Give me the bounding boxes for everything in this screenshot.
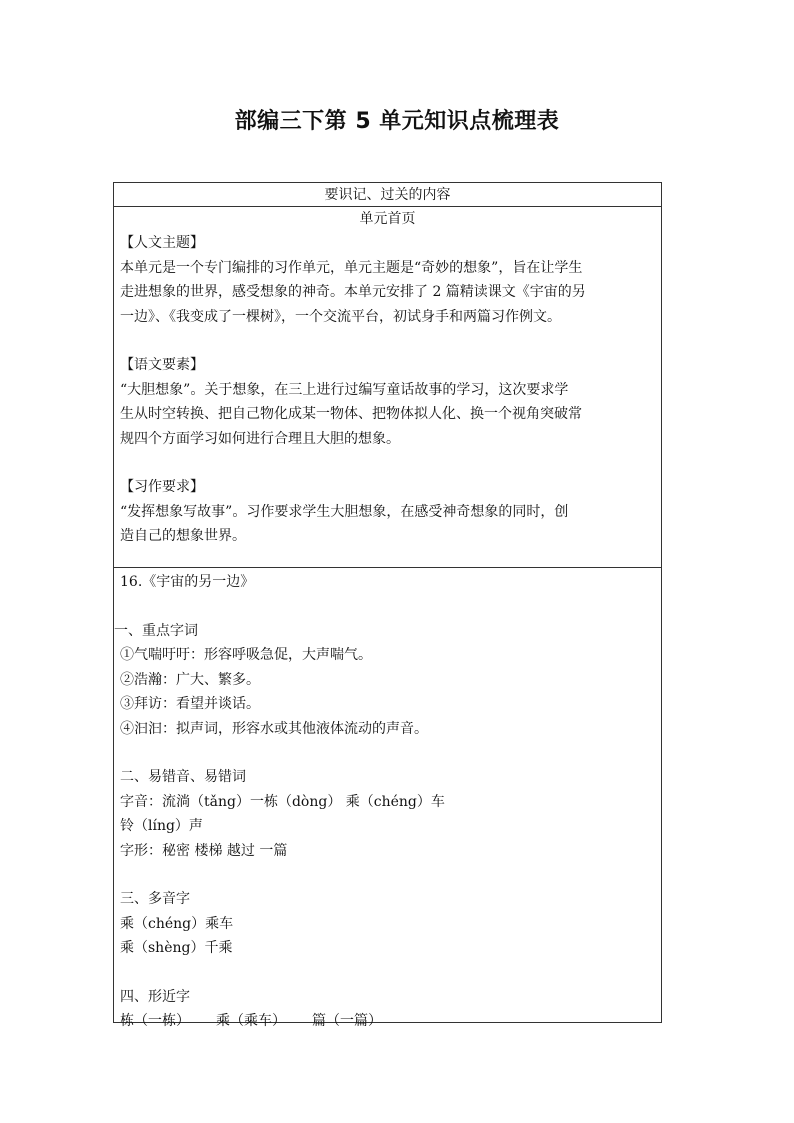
page-title: 部编三下第 5 单元知识点梳理表 [234,109,560,134]
word-item: ④汩汩：拟声词，形容水或其他液体流动的声音。 [120,720,428,737]
similar-chars-line [114,1009,661,1034]
lesson-cell [114,570,661,1034]
similar-char-item: 乘（乘车） [216,1013,286,1029]
word-item: ②浩瀚：广大、繁多。 [120,671,260,688]
theme-label: 【人文主题】 [120,235,204,251]
writing-label: 【习作要求】 [120,479,204,495]
section-heading: 一、重点字词 [114,622,198,639]
table-header: 要识记、过关的内容 [114,183,661,207]
pronunciation-line: 字音：流淌（tǎng）一栋（dòng） 乘（chéng）车 [120,793,445,810]
unit-overview-cell [114,207,661,568]
shape-line: 字形：秘密 楼梯 越过 一篇 [120,842,288,859]
writing-text-line: “发挥想象写故事”。习作要求学生大胆想象，在感受神奇想象的同时，创 [120,503,569,520]
similar-char-item: 篇（一篇） [312,1013,382,1029]
section-heading: 三、多音字 [120,891,190,907]
elements-text-line: 规四个方面学习如何进行合理且大胆的想象。 [120,430,400,447]
elements-text-line: 生从时空转换、把自己物化成某一物体、把物体拟人化、换一个视角突破常 [120,406,582,422]
unit-heading: 单元首页 [359,211,416,227]
elements-text-line: “大胆想象”。关于想象，在三上进行过编写童话故事的学习，这次要求学 [120,381,569,398]
lesson-title: 16.《宇宙的另一边》 [120,574,255,590]
polyphone-line: 乘（chéng）乘车 [120,915,234,932]
word-item: ③拜访：看望并谈话。 [120,696,260,712]
pronunciation-line: 铃（líng）声 [120,818,203,834]
section-heading: 二、易错音、易错词 [120,769,246,785]
theme-text-line: 本单元是一个专门编排的习作单元，单元主题是“奇妙的想象”，旨在让学生 [120,259,583,276]
theme-text-line: 走进想象的世界，感受想象的神奇。本单元安排了 2 篇精读课文《宇宙的另 [120,284,586,300]
polyphone-line: 乘（shèng）千乘 [120,940,233,956]
elements-label: 【语文要素】 [120,357,204,373]
similar-char-item: 栋（一栋） [120,1013,190,1029]
knowledge-table [113,182,662,1029]
word-item: ①气喘吁吁：形容呼吸急促，大声喘气。 [120,647,372,663]
writing-text-line: 造自己的想象世界。 [120,528,246,544]
section-heading: 四、形近字 [120,988,190,1005]
theme-text-line: 一边》、《我变成了一棵树》，一个交流平台，初试身手和两篇习作例文。 [120,308,561,325]
